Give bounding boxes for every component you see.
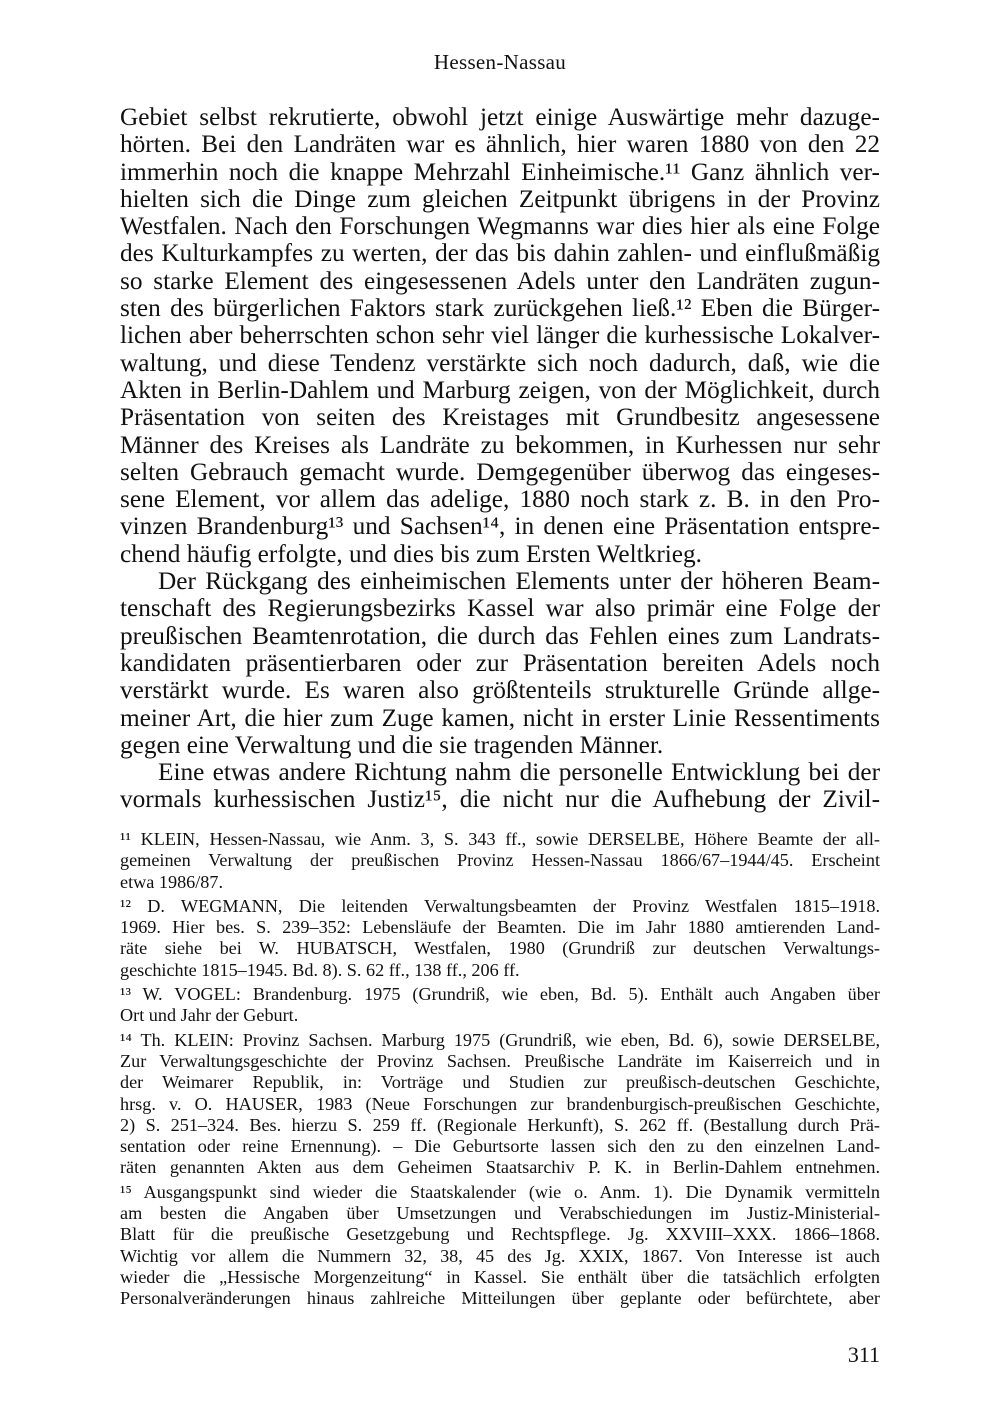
body-line: so starke Element des eingesessenen Adels unter den Landräten zugun-: [120, 266, 880, 295]
body-line: vinzen Brandenburg¹³ und Sachsen¹⁴, in denen eine Präsentation entspre-: [120, 512, 880, 541]
body-line: preußischen Beamtenrotation, die durch das Fehlen eines zum Landrats-: [120, 621, 880, 650]
footnote-line: am besten die Angaben über Umsetzungen und Verabschiedungen im Justiz-Ministerial-: [120, 1203, 880, 1224]
body-line: Akten in Berlin-Dahlem und Marburg zeigen, von der Möglichkeit, durch: [120, 375, 880, 404]
footnote-12: [120, 896, 880, 981]
footnote-15: [120, 1182, 880, 1310]
footnote-line: etwa 1986/87.: [120, 871, 224, 892]
footnote-line: Ort und Jahr der Geburt.: [120, 1005, 299, 1026]
footnote-line: räte siehe bei W. HUBATSCH, Westfalen, 1980 (Grundriß zur deutschen Verwaltungs-: [120, 938, 880, 959]
footnote-11: [120, 829, 880, 893]
body-line: sten des bürgerlichen Faktors stark zurückgehen ließ.¹² Eben die Bürger-: [120, 294, 880, 323]
body-line: lichen aber beherrschten schon sehr viel länger die kurhessische Lokalver-: [120, 321, 880, 350]
body-line: Präsentation von seiten des Kreistages mit Grundbesitz angesessene: [120, 403, 880, 432]
body-line: kandidaten präsentierbaren oder zur Präsentation bereiten Adels noch: [120, 648, 880, 677]
body-line: chend häufig erfolgte, und dies bis zum Ersten Weltkrieg.: [120, 539, 702, 568]
body-line: waltung, und diese Tendenz verstärkte sich noch dadurch, daß, wie die: [120, 348, 880, 377]
body-line: verstärkt wurde. Es waren also größtenteils strukturelle Gründe allge-: [120, 676, 880, 705]
footnote-line: ¹⁵ Ausgangspunkt sind wieder die Staatskalender (wie o. Anm. 1). Die Dynamik vermitteln: [120, 1181, 880, 1202]
footnote-14: [120, 1030, 880, 1179]
body-line: sene Element, vor allem das adelige, 1880 noch stark z. B. in den Pro-: [120, 485, 880, 514]
footnote-line: Zur Verwaltungsgeschichte der Provinz Sachsen. Preußische Landräte im Kaiserreich und in: [120, 1050, 880, 1071]
body-line: des Kulturkampfes zu werten, der das bis dahin zahlen- und einflußmäßig: [120, 239, 880, 268]
body-line: Gebiet selbst rekrutierte, obwohl jetzt einige Auswärtige mehr dazuge-: [120, 103, 880, 131]
footnote-line: der Weimarer Republik, in: Vorträge und Studien zur preußisch-deutschen Geschichte,: [120, 1072, 880, 1093]
footnote-line: räten genannten Akten aus dem Geheimen Staatsarchiv P. K. in Berlin-Dahlem entnehmen.: [120, 1157, 880, 1178]
footnote-line: ¹³ W. VOGEL: Brandenburg. 1975 (Grundriß, wie eben, Bd. 5). Enthält auch Angaben über: [120, 984, 880, 1005]
body-line: hielten sich die Dinge zum gleichen Zeitpunkt übrigens in der Provinz: [120, 184, 880, 213]
body-line: meiner Art, die hier zum Zuge kamen, nicht in erster Linie Ressentiments: [120, 703, 880, 732]
footnote-line: ¹⁴ Th. KLEIN: Provinz Sachsen. Marburg 1975 (Grundriß, wie eben, Bd. 6), sowie DERSELBE,: [120, 1029, 880, 1050]
footnote-line: sentation oder reine Ernennung). – Die Geburtsorte lassen sich den zu den einzelnen Land-: [120, 1136, 880, 1157]
footnote-13: [120, 984, 880, 1027]
body-line: Westfalen. Nach den Forschungen Wegmanns war dies hier als eine Folge: [120, 212, 880, 241]
footnote-line: Personalveränderungen hinaus zahlreiche Mitteilungen über geplante oder befürchtete, aber: [120, 1288, 880, 1309]
body-line: Eine etwas andere Richtung nahm die personelle Entwicklung bei der: [158, 758, 880, 787]
running-head: Hessen-Nassau: [433, 50, 567, 74]
footnote-line: geschichte 1815–1945. Bd. 8). S. 62 ff., 138 ff., 206 ff.: [120, 959, 520, 980]
footnote-line: 1969. Hier bes. S. 239–352: Lebensläufe der Beamten. Die im Jahr 1880 amtierenden Land-: [120, 917, 880, 938]
body-line: tenschaft des Regierungsbezirks Kassel war also primär eine Folge der: [120, 594, 880, 623]
footnote-line: ¹¹ KLEIN, Hessen-Nassau, wie Anm. 3, S. 343 ff., sowie DERSELBE, Höhere Beamte der all-: [120, 829, 880, 849]
footnote-line: Blatt für die preußische Gesetzgebung und Rechtspflege. Jg. XXVIII–XXX. 1866–1868.: [120, 1224, 880, 1245]
body-line: Der Rückgang des einheimischen Elements unter der höheren Beam-: [158, 567, 880, 596]
body-line: hörten. Bei den Landräten war es ähnlich, hier waren 1880 von den 22: [120, 130, 880, 159]
footnote-line: hrsg. v. O. HAUSER, 1983 (Neue Forschungen zur brandenburgisch-preußischen Geschichte,: [120, 1093, 880, 1114]
footnote-line: wieder die „Hessische Morgenzeitung“ in Kassel. Sie enthält über die tatsächlich erfolgten: [120, 1266, 880, 1287]
footnote-line: gemeinen Verwaltung der preußischen Provinz Hessen-Nassau 1866/67–1944/45. Erscheint: [120, 850, 880, 871]
body-line: immerhin noch die knappe Mehrzahl Einheimische.¹¹ Ganz ähnlich ver-: [120, 157, 880, 186]
body-text: [120, 104, 880, 814]
page-number: 311: [847, 1342, 880, 1367]
body-line: gegen eine Verwaltung und die sie tragenden Männer.: [120, 730, 664, 759]
body-line: selten Gebrauch gemacht wurde. Demgegenüber überwog das eingeses-: [120, 457, 880, 486]
body-line: Männer des Kreises als Landräte zu bekommen, in Kurhessen nur sehr: [120, 430, 880, 459]
footnote-line: 2) S. 251–324. Bes. hierzu S. 259 ff. (Regionale Herkunft), S. 262 ff. (Bestallung durch Prä-: [120, 1114, 880, 1135]
body-line: vormals kurhessischen Justiz¹⁵, die nicht nur die Aufhebung der Zivil-: [120, 785, 880, 814]
footnote-line: ¹² D. WEGMANN, Die leitenden Verwaltungsbeamten der Provinz Westfalen 1815–1918.: [120, 895, 880, 916]
footnote-line: Wichtig vor allem die Nummern 32, 38, 45 des Jg. XXIX, 1867. Von Interesse ist auch: [120, 1245, 880, 1266]
footnotes: [120, 829, 880, 1313]
